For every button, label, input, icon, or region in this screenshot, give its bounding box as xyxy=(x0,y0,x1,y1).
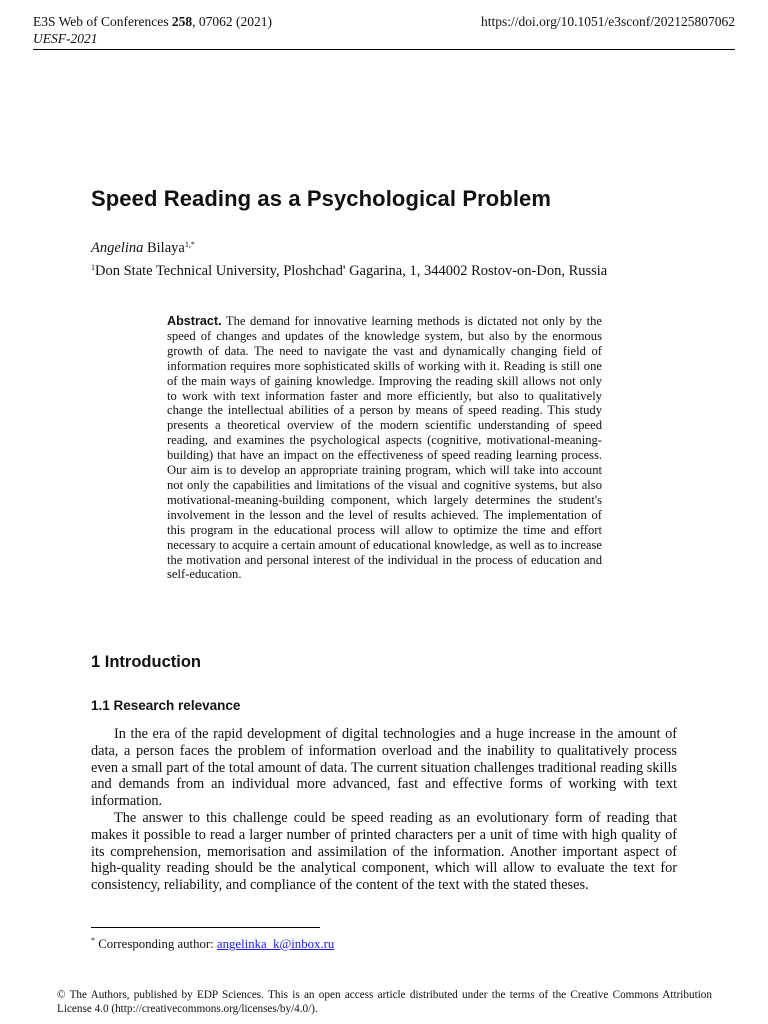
volume-number: 258 xyxy=(171,14,193,29)
author-email-link[interactable]: angelinka_k@inbox.ru xyxy=(216,937,335,951)
affiliation-mark: 1 xyxy=(91,263,95,272)
abstract-label: Abstract. xyxy=(167,314,222,328)
subsection-heading: 1.1 Research relevance xyxy=(91,698,241,713)
paragraph: The answer to this challenge could be speed reading as an evolutionary form of reading that makes it possible to read a larger number of printed characters per a unit of time with high quality of its comprehension, memorisation and assimilation of the information. Another important aspect of high-quality reading should be the analytical component, which will allow to evaluate the text for consistency, reliability, and compliance of the content of the text with the stated theses. xyxy=(91,809,677,894)
footnote-mark: * xyxy=(91,936,95,945)
abstract-text: The demand for innovative learning methods is dictated not only by the speed of changes and updates of the knowledge system, but also by the enormous growth of data. The need to navigate the vast and dynamically changing field of information requires more sophisticated skills of working with it. Reading is still one of the main ways of gaining knowledge. Improving the reading skill allows not only to work with text information faster and more efficiently, but also to qualitatively change the intellectual abilities of a person by means of speed reading. This study presents a theoretical overview of the modern scientific understanding of speed reading, and examines the psychological aspects (cognitive, motivational-meaning-building) that have an impact on the effectiveness of speed reading learning process. Our aim is to develop an appropriate training program, which will take into account not only the capabilities and limitations of the visual and cognitive systems, but also motivational-meaning-building component, which largely determines the student's involvement in the lesson and the level of results achieved. The implementation of this program in the educational process will allow to optimize the time and effort necessary to acquire a certain amount of educational knowledge, as well as to increase the motivation and personal interest of the individual in the process of education and self-education. xyxy=(167,314,603,582)
abstract xyxy=(167,314,602,582)
author-line xyxy=(91,240,195,257)
footnote-divider xyxy=(91,927,320,928)
author-given-name: Angelina xyxy=(91,240,144,256)
running-header-left xyxy=(33,13,272,47)
paper-title: Speed Reading as a Psychological Problem xyxy=(91,186,552,211)
header-divider xyxy=(33,49,735,50)
license-notice: © The Authors, published by EDP Sciences. This is an open access article distributed under the terms of the Creative Commons Attribution License 4.0 (http://creativecommons.org/licenses/by/4.0/). xyxy=(57,989,712,1015)
footnote xyxy=(91,936,334,952)
affiliation-text: Don State Technical University, Ploshchad' Gagarina, 1, 344002 Rostov-on-Don, Russia xyxy=(95,263,608,279)
footnote-label: Corresponding author: xyxy=(95,937,217,951)
section-heading: 1 Introduction xyxy=(91,653,201,671)
author-surname: Bilaya xyxy=(143,240,185,256)
author-marks: 1,* xyxy=(184,240,195,249)
journal-citation: E3S Web of Conferences 258, 07062 (2021) xyxy=(33,14,273,29)
doi-link[interactable]: https://doi.org/10.1051/e3sconf/202125807062 xyxy=(481,14,735,29)
conference-series: UESF-2021 xyxy=(33,31,98,46)
affiliation xyxy=(91,263,607,280)
section-body xyxy=(91,726,677,894)
paragraph: In the era of the rapid development of digital technologies and a huge increase in the amount of data, a person faces the problem of information overload and the inability to qualitatively process even a small part of the total amount of data. The current situation challenges traditional reading skills and demands from an individual more advanced, fast and effective forms of working with text information. xyxy=(91,726,677,810)
